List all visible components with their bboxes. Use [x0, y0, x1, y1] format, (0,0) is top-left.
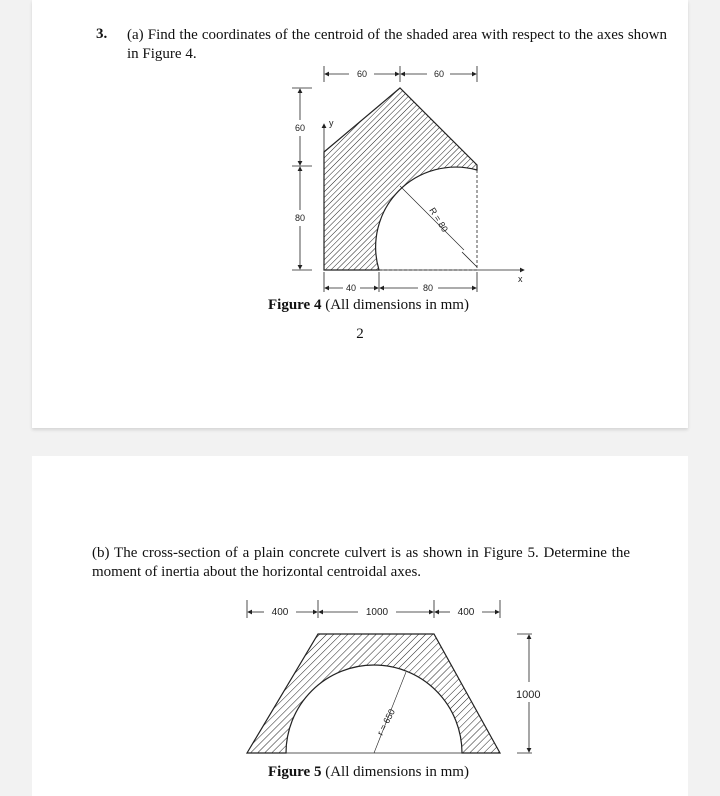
page-number: 2: [356, 326, 364, 342]
figure-5-caption-note: (All dimensions in mm): [321, 764, 469, 780]
figure-4-caption-label: Figure 4: [268, 297, 322, 313]
fig5-dim-middle: 1000: [365, 607, 389, 618]
figure-4-shaded-area: [324, 88, 477, 270]
figure-4-caption-note: (All dimensions in mm): [321, 297, 469, 313]
fig4-axis-x: x: [518, 274, 523, 284]
fig5-radius-label: r = 650: [374, 707, 398, 737]
fig4-dim-left-lower: 80: [294, 213, 306, 223]
question-b-text: (b) The cross-section of a plain concrete culvert is as shown in Figure 5. Determine the moment of inertia about the horizontal centroidal axes.: [92, 545, 630, 580]
figure-5-caption: [268, 764, 469, 781]
figure-4-caption: [268, 297, 469, 314]
fig4-dim-bottom-right: 80: [422, 283, 434, 293]
figure-5: [202, 596, 532, 766]
question-number: 3.: [96, 26, 108, 42]
figure-5-shaded-area: [247, 634, 500, 753]
fig5-dim-left: 400: [271, 607, 289, 618]
fig4-dim-left-upper: 60: [294, 123, 306, 133]
fig4-dim-bottom-left: 40: [345, 283, 357, 293]
figure-4: [252, 60, 542, 295]
page-1: [32, 0, 688, 428]
fig4-dim-top-left: 60: [356, 69, 368, 79]
fig4-axis-y: y: [329, 118, 334, 128]
question-a-text: (a) Find the coordinates of the centroid of the shaded area with respect to the axes shown in Figure 4.: [127, 27, 667, 62]
figure-5-caption-label: Figure 5: [268, 764, 322, 780]
fig5-dim-height: 1000: [516, 689, 541, 701]
page-2: [32, 456, 688, 796]
fig4-radius-label: R = 80: [427, 205, 450, 234]
fig4-dim-top-right: 60: [433, 69, 445, 79]
fig5-dim-right: 400: [457, 607, 475, 618]
